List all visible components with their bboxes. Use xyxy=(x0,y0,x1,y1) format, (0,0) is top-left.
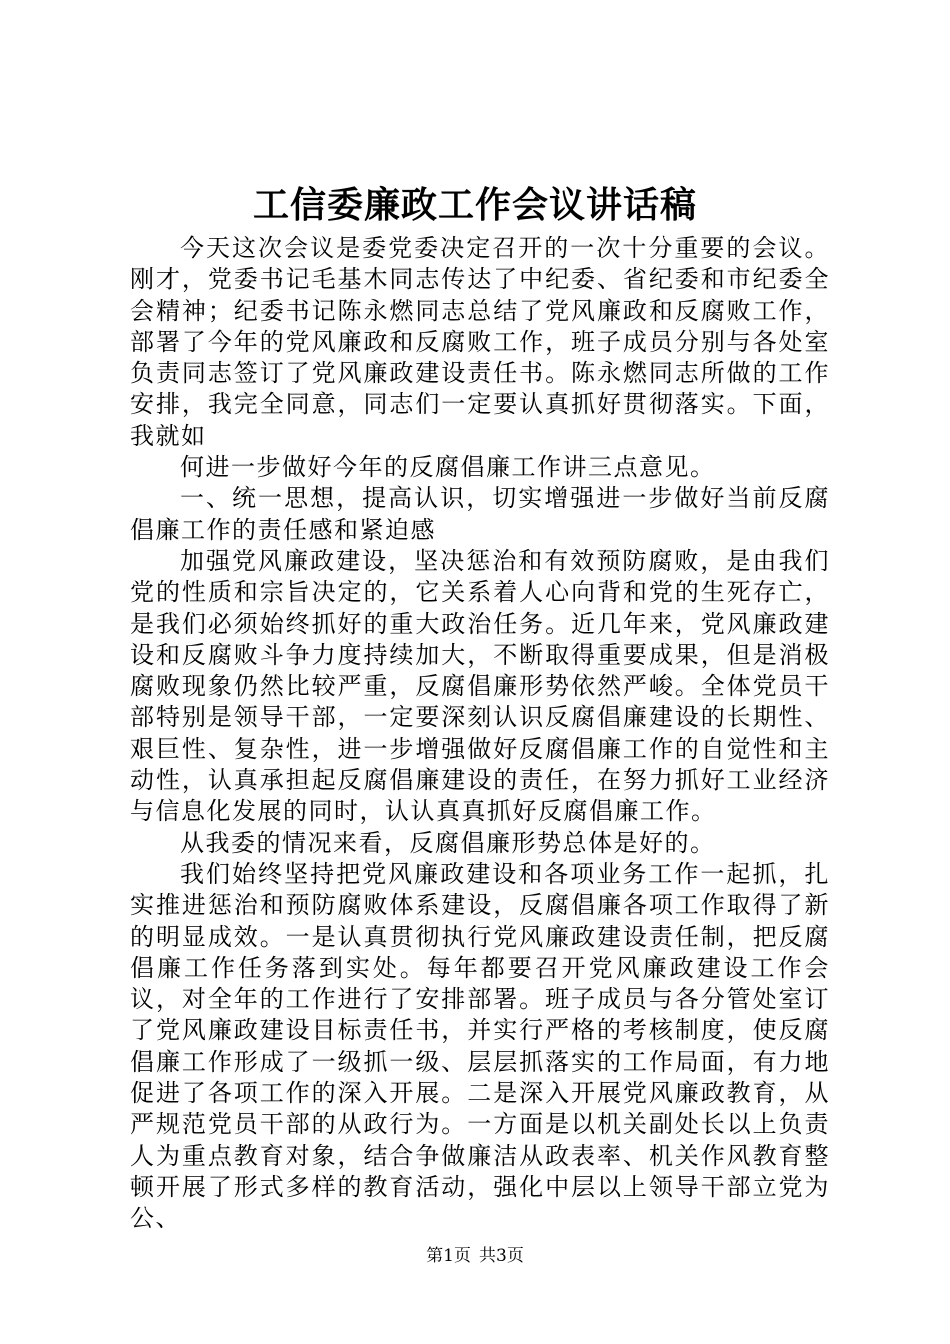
document-body xyxy=(130,233,830,1235)
paragraph: 我们始终坚持把党风廉政建设和各项业务工作一起抓，扎实推进惩治和预防腐败体系建设，反腐倡廉各项工作取得了新的明显成效。一是认真贯彻执行党风廉政建设责任制，把反腐倡廉工作任务落到实处。每年都要召开党风廉政建设工作会议，对全年的工作进行了安排部署。班子成员与各分管处室订了党风廉政建设目标责任书，并实行严格的考核制度，使反腐倡廉工作形成了一级抓一级、层层抓落实的工作局面，有力地促进了各项工作的深入开展。二是深入开展党风廉政教育，从严规范党员干部的从政行为。一方面是以机关副处长以上负责人为重点教育对象，结合争做廉洁从政表率、机关作风教育整顿开展了形式多样的教育活动，强化中层以上领导干部立党为公、 xyxy=(130,859,830,1233)
page-total: 共3页 xyxy=(479,1246,524,1266)
page-footer xyxy=(0,1244,950,1268)
section-heading: 一、统一思想，提高认识，切实增强进一步做好当前反腐倡廉工作的责任感和紧迫感 xyxy=(130,484,830,544)
paragraph: 从我委的情况来看，反腐倡廉形势总体是好的。 xyxy=(180,828,716,857)
document-title: 工信委廉政工作会议讲话稿 xyxy=(252,184,697,226)
paragraph: 今天这次会议是委党委决定召开的一次十分重要的会议。刚才，党委书记毛基木同志传达了中纪委、省纪委和市纪委全会精神；纪委书记陈永燃同志总结了党风廉政和反腐败工作，部署了今年的党风廉政和反腐败工作，班子成员分别与各处室负责同志签订了党风廉政建设责任书。陈永燃同志所做的工作安排，我完全同意，同志们一定要认真抓好贯彻落实。下面，我就如 xyxy=(130,234,830,450)
paragraph: 何进一步做好今年的反腐倡廉工作讲三点意见。 xyxy=(180,453,716,482)
page-number: 第1页 xyxy=(426,1246,471,1266)
paragraph: 加强党风廉政建设，坚决惩治和有效预防腐败，是由我们党的性质和宗旨决定的，它关系着人心向背和党的生死存亡，是我们必须始终抓好的重大政治任务。近几年来，党风廉政建设和反腐败斗争力度持续加大，不断取得重要成果，但是消极腐败现象仍然比较严重，反腐倡廉形势依然严峻。全体党员干部特别是领导干部，一定要深刻认识反腐倡廉建设的长期性、艰巨性、复杂性，进一步增强做好反腐倡廉工作的自觉性和主动性，认真承担起反腐倡廉建设的责任，在努力抓好工业经济与信息化发展的同时，认认真真抓好反腐倡廉工作。 xyxy=(130,546,830,826)
